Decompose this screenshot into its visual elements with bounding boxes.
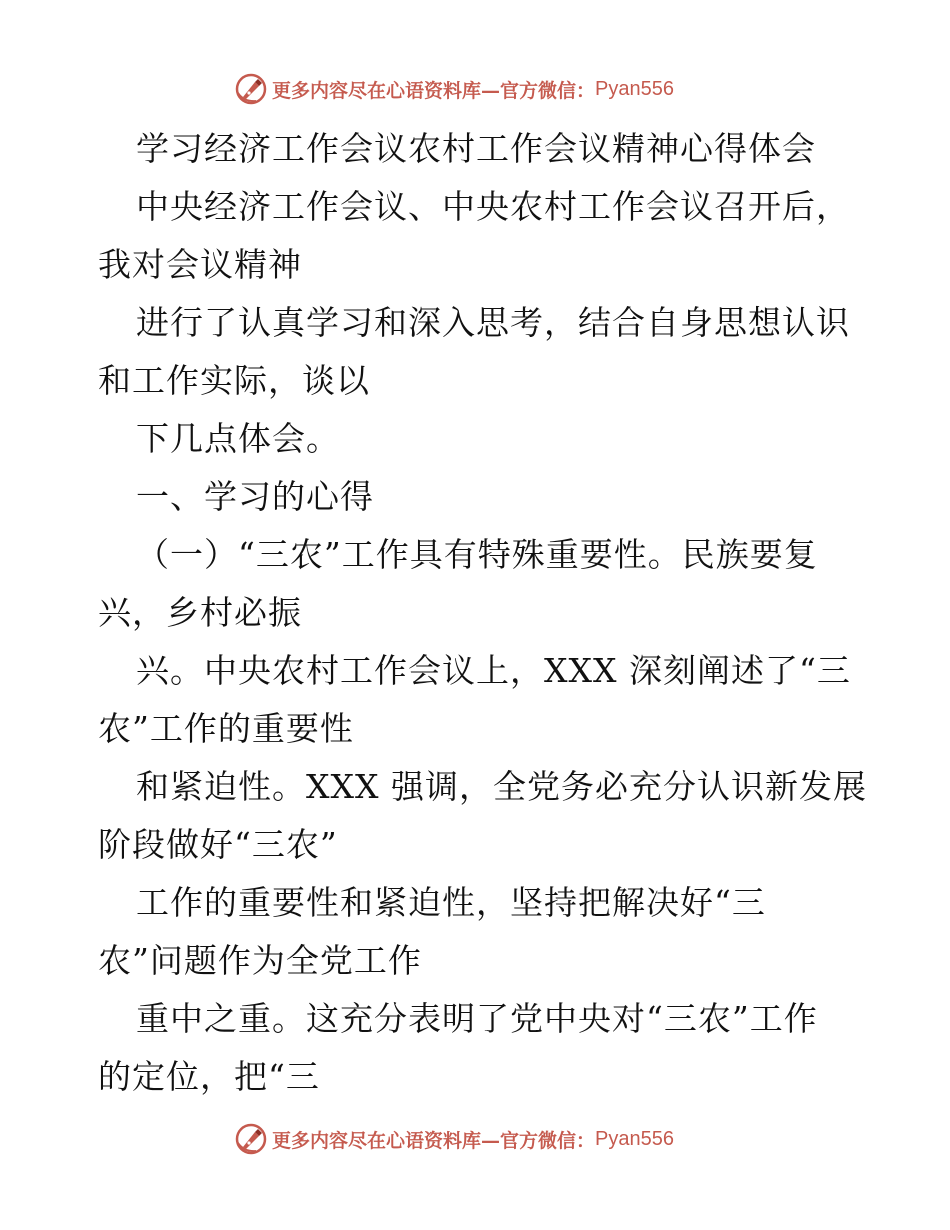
paragraph-line: 兴，乡村必振 [98, 593, 302, 632]
pen-nib-logo-icon [234, 1122, 268, 1156]
document-title: 学习经济工作会议农村工作会议精神心得体会 [136, 129, 816, 168]
paragraph-line: 重中之重。这充分表明了党中央对“三农”工作 [136, 999, 818, 1038]
paragraph-line: （一）“三农”工作具有特殊重要性。民族要复 [136, 535, 818, 574]
paragraph-line: 和紧迫性。XXX 强调，全党务必充分认识新发展 [136, 767, 867, 806]
paragraph-line: 进行了认真学习和深入思考，结合自身思想认识 [136, 303, 850, 342]
header-wechat-id: Pyan556 [595, 77, 674, 100]
footer-banner [234, 1122, 674, 1156]
paragraph-line: 工作的重要性和紧迫性，坚持把解决好“三 [136, 883, 766, 922]
paragraph-line: 兴。中央农村工作会议上，XXX 深刻阐述了“三 [136, 651, 851, 690]
footer-banner-text: 更多内容尽在心语资料库—官方微信： [272, 1129, 596, 1152]
paragraph-line: 中央经济工作会议、中央农村工作会议召开后， [136, 187, 850, 226]
header-banner-text: 更多内容尽在心语资料库—官方微信： [272, 79, 596, 102]
paragraph-line: 下几点体会。 [136, 419, 340, 458]
section-heading: 一、学习的心得 [136, 477, 374, 516]
paragraph-line: 我对会议精神 [98, 245, 302, 284]
document-body [98, 120, 867, 1106]
paragraph-line: 阶段做好“三农” [98, 825, 338, 864]
footer-wechat-id: Pyan556 [595, 1127, 674, 1150]
paragraph-line: 农”工作的重要性 [98, 709, 354, 748]
pen-nib-logo-icon [234, 72, 268, 106]
paragraph-line: 的定位，把“三 [98, 1057, 320, 1096]
paragraph-line: 和工作实际，谈以 [98, 361, 370, 400]
paragraph-line: 农”问题作为全党工作 [98, 941, 422, 980]
header-banner [234, 72, 674, 106]
